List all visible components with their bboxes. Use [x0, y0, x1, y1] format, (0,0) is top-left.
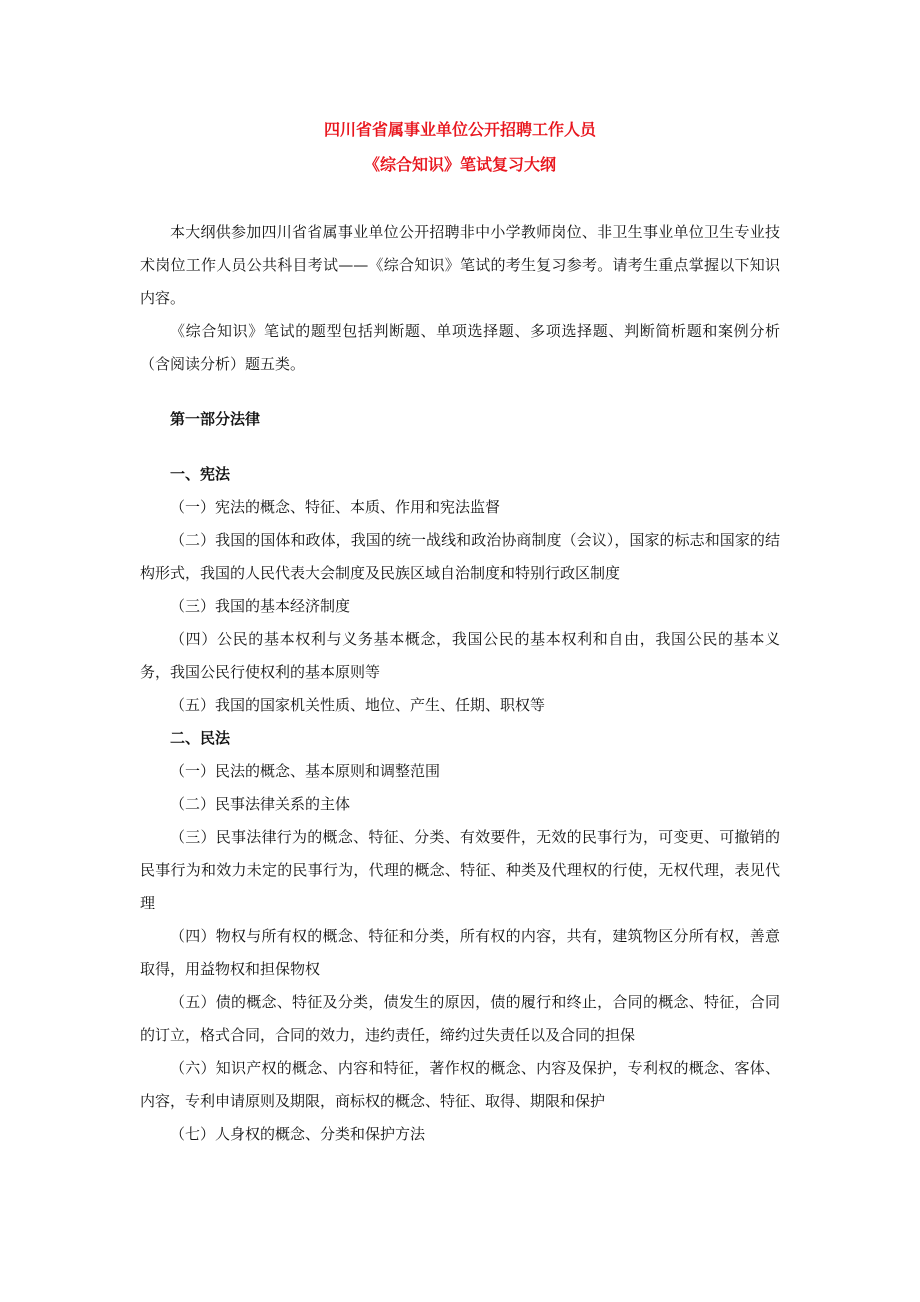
constitution-item: （一）宪法的概念、特征、本质、作用和宪法监督	[170, 498, 501, 516]
constitution-item: （三）我国的基本经济制度	[170, 597, 351, 615]
civil-law-item: （四）物权与所有权的概念、特征和分类，所有权的内容，共有，建筑物区分所有权，善意取得，用益物权和担保物权	[140, 927, 780, 978]
document-title-line2: 《综合知识》笔试复习大纲	[363, 155, 556, 174]
document-title-line1: 四川省省属事业单位公开招聘工作人员	[323, 120, 596, 139]
constitution-item: （五）我国的国家机关性质、地位、产生、任期、职权等	[170, 696, 546, 714]
section-heading-civil-law: 二、民法	[170, 729, 231, 747]
civil-law-item: （二）民事法律关系的主体	[170, 795, 351, 813]
intro-paragraph-1: 本大纲供参加四川省省属事业单位公开招聘非中小学教师岗位、非卫生事业单位卫生专业技术岗位工作人员公共科目考试——《综合知识》笔试的考生复习参考。请考生重点掌握以下知识内容。	[140, 223, 780, 307]
civil-law-item: （七）人身权的概念、分类和保护方法	[170, 1125, 426, 1143]
section-heading-constitution: 一、宪法	[170, 465, 231, 483]
constitution-item: （二）我国的国体和政体，我国的统一战线和政治协商制度（会议），国家的标志和国家的结构形式，我国的人民代表大会制度及民族区域自治制度和特别行政区制度	[140, 531, 780, 582]
part-title: 第一部分法律	[170, 410, 261, 428]
civil-law-item: （三）民事法律行为的概念、特征、分类、有效要件，无效的民事行为，可变更、可撤销的民事行为和效力未定的民事行为，代理的概念、特征、种类及代理权的行使，无权代理，表见代理	[140, 828, 780, 912]
civil-law-item: （六）知识产权的概念、内容和特征，著作权的概念、内容及保护，专利权的概念、客体、内容，专利申请原则及期限，商标权的概念、特征、取得、期限和保护	[140, 1059, 780, 1110]
civil-law-item: （五）债的概念、特征及分类，债发生的原因，债的履行和终止，合同的概念、特征，合同的订立，格式合同，合同的效力，违约责任，缔约过失责任以及合同的担保	[140, 993, 780, 1044]
document-body	[140, 216, 780, 1151]
civil-law-item: （一）民法的概念、基本原则和调整范围	[170, 762, 441, 780]
constitution-item: （四）公民的基本权利与义务基本概念，我国公民的基本权利和自由，我国公民的基本义务，我国公民行使权利的基本原则等	[140, 630, 780, 681]
intro-paragraph-2: 《综合知识》笔试的题型包括判断题、单项选择题、多项选择题、判断简析题和案例分析（含阅读分析）题五类。	[140, 322, 780, 373]
